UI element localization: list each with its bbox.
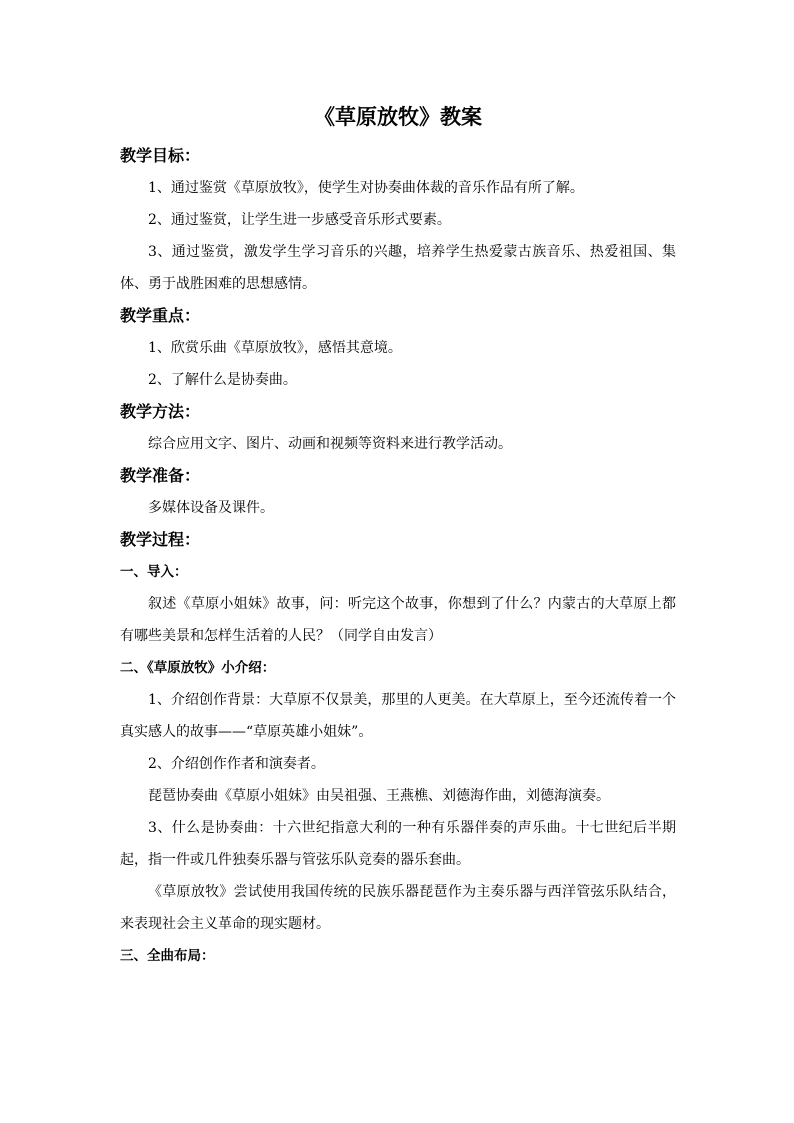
subheading-intro: 一、导入： <box>120 564 188 580</box>
heading-process: 教学过程： <box>120 530 201 549</box>
goal-item-1: 1、通过鉴赏《草原放牧》，使学生对协奏曲体裁的音乐作品有所了解。 <box>148 180 584 196</box>
key-point-1: 1、欣赏乐曲《草原放牧》，感悟其意境。 <box>148 340 402 356</box>
key-point-2: 2、了解什么是协奏曲。 <box>148 372 297 388</box>
about-item-2: 2、介绍创作作者和演奏者。 <box>148 756 325 772</box>
intro-text: 叙述《草原小姐妹》故事，问：听完这个故事，你想到了什么？内蒙古的大草原上都有哪些美景和怎样生活着的人民？（同学自由发言） <box>120 596 676 644</box>
heading-methods: 教学方法： <box>120 402 201 421</box>
preparation-text: 多媒体设备及课件。 <box>148 500 274 516</box>
about-item-3: 琵琶协奏曲《草原小姐妹》由吴祖强、王燕樵、刘德海作曲，刘德海演奏。 <box>148 788 610 804</box>
heading-key-points: 教学重点： <box>120 306 201 325</box>
methods-text: 综合应用文字、图片、动画和视频等资料来进行教学活动。 <box>148 436 512 452</box>
heading-goals: 教学目标： <box>120 146 201 165</box>
goal-item-3: 3、通过鉴赏，激发学生学习音乐的兴趣，培养学生热爱蒙古族音乐、热爱祖国、集体、勇于战胜困难的思想感情。 <box>120 244 676 292</box>
about-item-4: 3、什么是协奏曲：十六世纪指意大利的一种有乐器伴奏的声乐曲。十七世纪后半期起，指一件或几件独奏乐器与管弦乐队竞奏的器乐套曲。 <box>120 820 676 868</box>
document-body <box>120 100 676 972</box>
subheading-layout: 三、全曲布局： <box>120 948 215 964</box>
subheading-about: 二、《草原放牧》小介绍： <box>120 660 276 676</box>
about-item-1: 1、介绍创作背景：大草原不仅景美，那里的人更美。在大草原上，至今还流传着一个真实感人的故事——“草原英雄小姐妹”。 <box>120 692 676 740</box>
about-item-5: 《草原放牧》尝试使用我国传统的民族乐器琵琶作为主奏乐器与西洋管弦乐队结合，来表现社会主义革命的现实题材。 <box>120 884 676 932</box>
document-title: 《草原放牧》教案 <box>314 104 482 129</box>
heading-preparation: 教学准备： <box>120 466 201 485</box>
goal-item-2: 2、通过鉴赏，让学生进一步感受音乐形式要素。 <box>148 212 451 228</box>
